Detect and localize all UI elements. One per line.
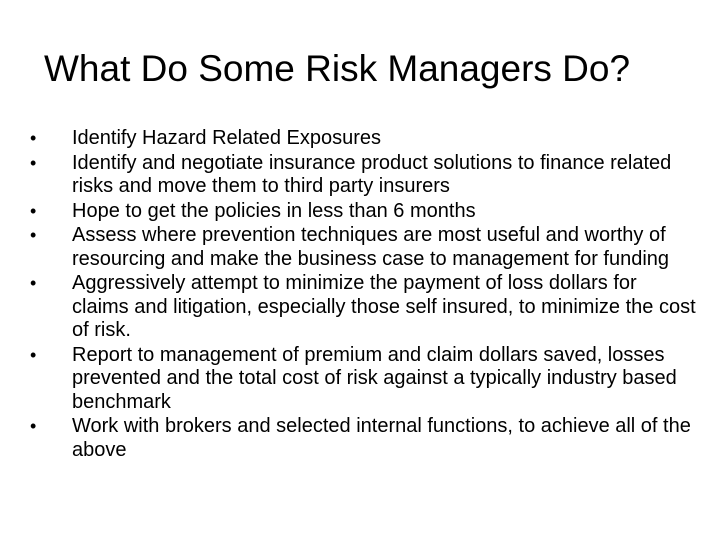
bullet-item xyxy=(30,272,696,343)
bullet-text: Aggressively attempt to minimize the payment of loss dollars for claims and litigation, especially those self insured, to minimize the cost of risk. xyxy=(72,272,696,341)
bullet-text: Identify Hazard Related Exposures xyxy=(72,127,382,149)
bullet-item xyxy=(30,344,696,415)
bullet-item xyxy=(30,200,696,224)
bullet-item xyxy=(30,415,696,462)
bullet-icon: • xyxy=(30,152,37,173)
bullet-text: Assess where prevention techniques are most useful and worthy of resourcing and make the business case to management for funding xyxy=(72,224,670,270)
bullet-item xyxy=(30,224,696,271)
bullet-item xyxy=(30,127,696,151)
bullet-item xyxy=(30,152,696,199)
bullet-icon: • xyxy=(30,200,37,221)
slide-title: What Do Some Risk Managers Do? xyxy=(44,48,631,89)
bullet-text: Hope to get the policies in less than 6 months xyxy=(72,199,476,222)
bullet-icon: • xyxy=(30,225,37,245)
bullet-list xyxy=(30,127,696,463)
bullet-text: Report to management of premium and claim dollars saved, losses prevented and the total cost of risk against a typically industry based benchmark xyxy=(72,343,677,413)
bullet-text: Work with brokers and selected internal functions, to achieve all of the above xyxy=(72,415,691,461)
bullet-icon: • xyxy=(30,273,37,293)
bullet-icon: • xyxy=(30,344,37,365)
bullet-text: Identify and negotiate insurance product solutions to finance related risks and move them to third party insurers xyxy=(72,151,672,197)
bullet-icon: • xyxy=(30,128,37,148)
bullet-icon: • xyxy=(30,416,37,436)
